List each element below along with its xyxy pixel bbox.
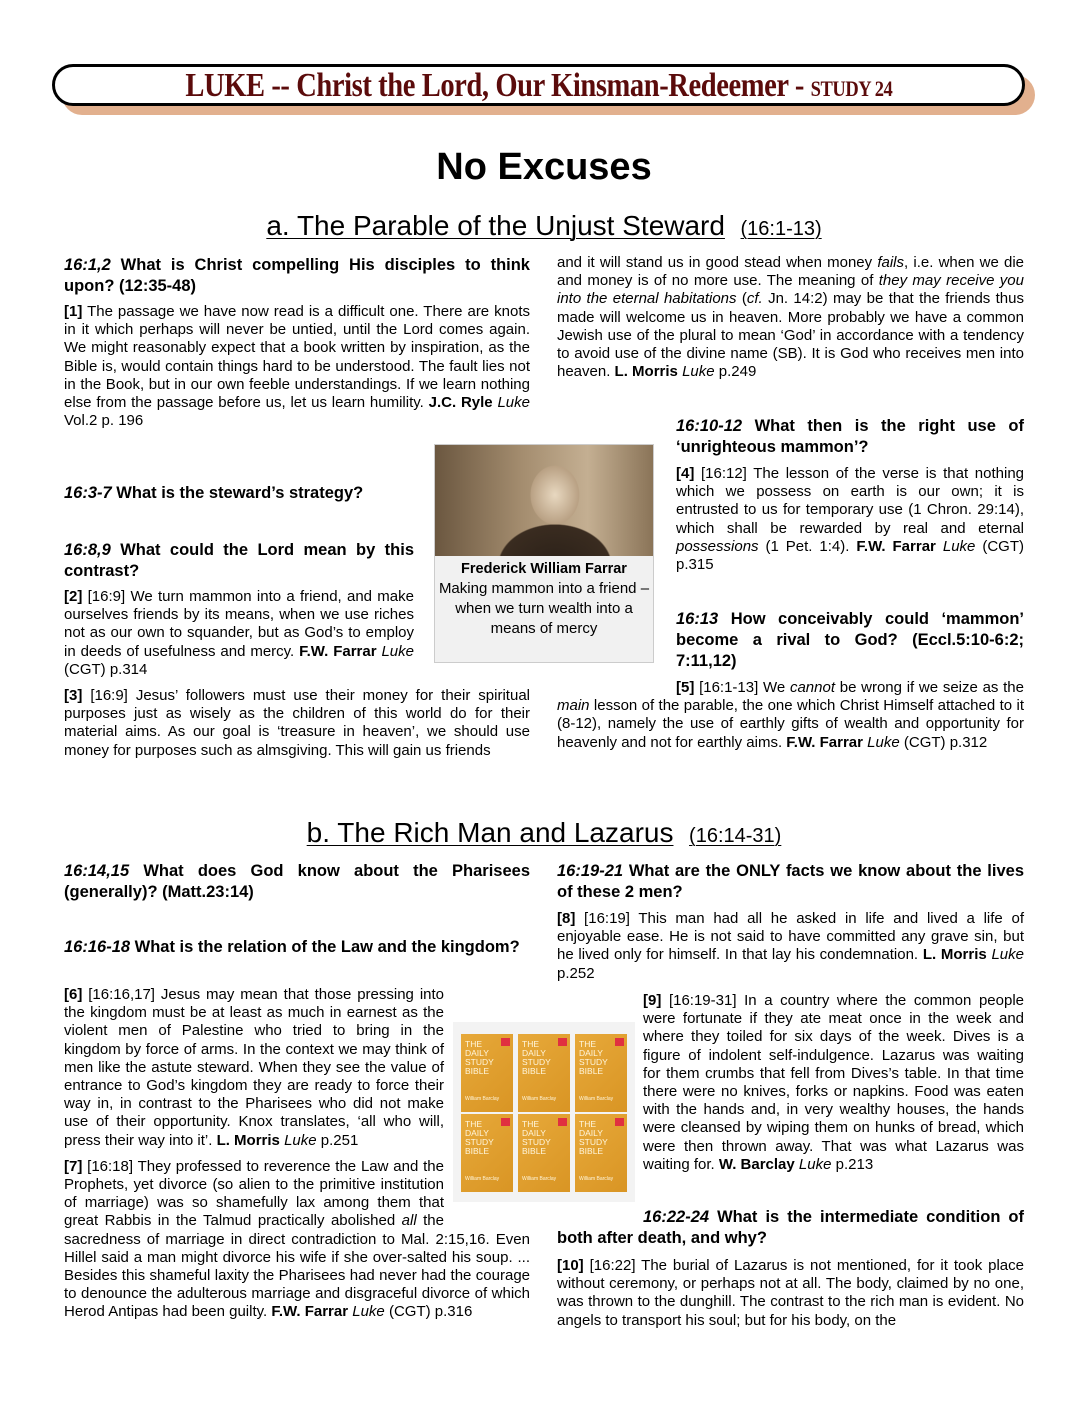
emphasis-text: cannot xyxy=(789,679,835,696)
body-text xyxy=(936,538,943,555)
section-b-title: b. The Rich Man and Lazarus xyxy=(306,817,674,848)
body-text: (CGT) p.315 xyxy=(676,537,1024,574)
caption-name: Frederick William Farrar xyxy=(461,561,627,577)
body-text: (CGT) p.312 xyxy=(899,733,988,751)
body-text: p.251 xyxy=(316,1131,359,1149)
body-text: (1 Pet. 1:4). xyxy=(758,537,857,555)
publisher-tag xyxy=(501,1038,510,1046)
emphasis-text: Luke xyxy=(381,642,414,660)
emphasis-text: all xyxy=(401,1212,417,1230)
citation-author: J.C. Ryle xyxy=(428,394,493,412)
body-text: ( xyxy=(736,290,747,308)
citation-author: F.W. Farrar xyxy=(299,642,377,660)
q-text: What could the Lord mean by this contrast? xyxy=(64,541,414,580)
book-title: THE DAILY STUDY BIBLE xyxy=(465,1119,494,1156)
emphasis-text: Luke xyxy=(942,537,976,555)
book-author: William Barclay xyxy=(579,1096,614,1102)
q-ref: 16:22-24 xyxy=(643,1208,710,1226)
publisher-tag xyxy=(501,1118,510,1126)
q-ref: 16:14,15 xyxy=(64,862,130,880)
section-a-ref: (16:1-13) xyxy=(740,218,822,240)
body-text: [16:18] They professed to reverence the Law and the Prophets, yet divorce (so alien to the primitive institution of marriage) was so shamefully lax among them that great Rabbis in the Talmud practically abolished xyxy=(64,1157,444,1230)
paragraph-9-container xyxy=(557,992,1024,1174)
farrar-portrait-image xyxy=(435,445,653,556)
body-text: [16:19] This man had all he asked in life and lived a life of enjoyable ease. He is not said to have committed any grave sin, but he lived only for himself. In that lay his condemnation. xyxy=(557,910,1024,964)
book-author: William Barclay xyxy=(465,1096,500,1102)
page-title: No Excuses xyxy=(436,146,652,188)
body-text: p.249 xyxy=(714,363,757,381)
body-text: p.213 xyxy=(831,1155,874,1173)
emphasis-text: Luke xyxy=(497,394,530,412)
emphasis-text: Luke xyxy=(352,1303,385,1321)
book-author: William Barclay xyxy=(465,1176,500,1182)
paragraph-5 xyxy=(557,679,1024,752)
body-text: Vol.2 p. 196 xyxy=(64,412,144,430)
emphasis-text: possessions xyxy=(676,537,759,555)
body-text: , i.e. when we die and money is of no more use. The meaning of xyxy=(557,254,1024,290)
book-title: THE DAILY STUDY BIBLE xyxy=(579,1039,608,1076)
photo-caption xyxy=(435,556,653,639)
citation-author: [10] xyxy=(557,1257,584,1274)
question-16-16-18 xyxy=(64,937,530,958)
body-text: The passage we have now read is a difficult one. There are knots in it which perhaps will never be untied, until the Lord comes again. We might reasonably expect that a book written by inspiration, as the Bible is, would contain things hard to be understood. The fault lies not in the Book, but in our own feeble understandings. If we learn nothing else from the passage before us, let us learn humility. xyxy=(64,303,530,412)
paragraph-1 xyxy=(64,303,530,430)
q-ref: 16:13 xyxy=(676,610,719,628)
caption-text: Making mammon into a friend – when we turn wealth into a means of mercy xyxy=(438,580,650,637)
question-16-14-15 xyxy=(64,861,530,903)
citation-author: [6] xyxy=(64,986,83,1003)
book-title: THE DAILY STUDY BIBLE xyxy=(522,1039,551,1076)
book-title: THE DAILY STUDY BIBLE xyxy=(579,1119,608,1156)
q-ref: 16:8,9 xyxy=(64,541,111,559)
book-cover xyxy=(461,1114,513,1192)
citation-author: W. Barclay xyxy=(718,1155,795,1173)
emphasis-text: cf. xyxy=(746,290,763,308)
question-16-10-12 xyxy=(676,416,1024,458)
book-author: William Barclay xyxy=(579,1176,614,1182)
q-text: What are the ONLY facts we know about the lives of these 2 men? xyxy=(557,862,1024,901)
q-text: What does God know about the Pharisees (generally)? (Matt.23:14) xyxy=(64,862,530,901)
book-author: William Barclay xyxy=(522,1176,557,1182)
emphasis-text: Luke xyxy=(798,1155,832,1173)
paragraph-3-continued xyxy=(557,254,1024,381)
q-text: What is the intermediate condition of both after death, and why? xyxy=(557,1208,1024,1247)
citation-author: L. Morris xyxy=(216,1131,280,1149)
paragraph-2 xyxy=(64,588,414,679)
emphasis-text: fails xyxy=(877,254,905,271)
body-text: [16:12] The lesson of the verse is that nothing which we possess on earth is our own; it is entrusted to us for temporary use (1 Chron. 29:14), which shall be rewarded by real and eternal xyxy=(676,465,1024,537)
body-text: [16:16,17] Jesus may mean that those pressing into the kingdom must be at least as much in earnest as the violent men of Palestine who tried to bring in the kingdom by force of arms. In the context we may think of men like the astute steward. When they see the value of entrance to God’s kingdom they are ready to force their way in, in contrast to the Pharisees who did not make use of their opportunity. Knox translates, ‘all who will, press their way into it’. xyxy=(64,986,444,1149)
emphasis-text: Luke xyxy=(682,363,715,381)
q-text: What is the steward’s strategy? xyxy=(111,484,364,502)
body-text: [16:22] The burial of Lazarus is not mentioned, for it took place without ceremony, or perhaps not at all. The body, claimed by no one, was thrown to the dunghill. The contrast to the rich man is evident. No angels to transport his soul; but for his body, on the xyxy=(557,1257,1024,1329)
body-text: [16:1-13] We xyxy=(694,679,790,696)
question-16-13 xyxy=(676,609,1024,672)
question-16-22-24 xyxy=(557,1207,1024,1249)
emphasis-text: Luke xyxy=(991,946,1024,964)
paragraph-3 xyxy=(64,687,530,760)
body-text: [16:9] Jesus’ followers must use their money for their spiritual purposes just as wisely as the children of this world do for their material aims. As our goal is ‘treasure in heaven’, we should use money for purposes such as almsgiving. This will gain us friends xyxy=(64,687,530,759)
citation-author: F.W. Farrar xyxy=(271,1303,349,1321)
citation-author: [3] xyxy=(64,687,83,704)
citation-author: [1] xyxy=(64,303,83,320)
paragraph-4 xyxy=(676,465,1024,574)
q-text: What then is the right use of ‘unrighteous mammon’? xyxy=(676,417,1024,456)
citation-author: [8] xyxy=(557,910,576,927)
q-text: How conceivably could ‘mammon’ become a rival to God? (Eccl.5:10-6:2; 7:11,12) xyxy=(676,610,1024,670)
q-ref: 16:3-7 xyxy=(64,484,112,502)
citation-author: [7] xyxy=(64,1157,83,1175)
citation-author: [5] xyxy=(676,679,695,696)
body-text: lesson of the parable, the one which Christ Himself attached to it (8-12), namely the use of earthly gifts of wealth and opportunity for heavenly and not for earthly aims. xyxy=(557,697,1024,751)
farrar-photo-figure xyxy=(434,444,654,663)
series-title-text: LUKE -- Christ the Lord, Our Kinsman-Redeemer - xyxy=(184,67,811,104)
q-ref: 16:19-21 xyxy=(557,862,624,880)
book-title: THE DAILY STUDY BIBLE xyxy=(522,1119,551,1156)
body-text: [16:19-31] In a country where the common people were fortunate if they ate meat once in the week and where they toiled for six days of the week. Dives is a figure of indolent self-indulgence. Lazarus was waiting for them crumbs that fell from Dives’s table. In that time there were no knives, forks or napkins. Food was eaten with the hands and, in very wealthy houses, the hands were cleansed by wiping them on hunks of bread, which were then thrown away. That was what Lazarus was waiting for. xyxy=(643,992,1024,1173)
body-text: be wrong if we seize as the xyxy=(835,679,1024,696)
book-title: THE DAILY STUDY BIBLE xyxy=(465,1039,494,1076)
citation-author: L. Morris xyxy=(922,946,987,964)
question-16-1-2 xyxy=(64,255,530,297)
citation-author: [2] xyxy=(64,588,83,605)
body-text: Jn. 14:2) may be that the friends thus made will welcome us in heaven. More probably we have a common Jewish use of the plural to mean ‘God’ in accordance with a tendency to avoid use of the divine name (SB). It is God who receives men into heaven. xyxy=(557,290,1024,381)
body-text: and it will stand us in good stead when money xyxy=(557,254,878,271)
body-text: [16:9] We turn mammon into a friend, and make ourselves friends by its means, when we use riches not as our own to squander, but as God’s to employ in deeds of usefulness and mercy. xyxy=(64,588,414,660)
paragraph-10 xyxy=(557,1257,1024,1330)
section-a-heading xyxy=(0,210,1088,242)
citation-author: F.W. Farrar xyxy=(856,537,936,555)
body-text: p.252 xyxy=(557,964,595,982)
question-16-3-7 xyxy=(64,483,424,504)
wrap-spacer xyxy=(557,1010,643,1174)
question-16-8-9 xyxy=(64,540,414,582)
study-number: STUDY 24 xyxy=(810,76,893,101)
q-text: What is Christ compelling His disciples to think upon? (12:35-48) xyxy=(64,256,530,295)
citation-author: F.W. Farrar xyxy=(786,733,863,751)
body-text: (CGT) p.314 xyxy=(64,660,148,678)
emphasis-text: Luke xyxy=(867,733,900,751)
body-text: (CGT) p.316 xyxy=(384,1303,473,1321)
citation-author: [9] xyxy=(643,992,662,1009)
series-banner xyxy=(52,64,1025,106)
q-ref: 16:16-18 xyxy=(64,938,131,956)
section-b-heading xyxy=(0,817,1088,849)
series-title xyxy=(185,67,892,108)
q-ref: 16:10-12 xyxy=(676,417,743,435)
q-text: What is the relation of the Law and the kingdom? xyxy=(130,938,520,956)
question-16-19-21 xyxy=(557,861,1024,903)
body-text: the sacredness of marriage in direct contradiction to Mal. 2:15,16. Even Hillel said a man might divorce his wife if she over-salted his soup. ... Besides this shameful laxity the Pharisees had never had the courage to denounce the adulterous marriage and disgraceful divorce of which Herod Antipas had been guilty. xyxy=(64,1212,530,1321)
book-author: William Barclay xyxy=(522,1096,557,1102)
emphasis-text: Luke xyxy=(284,1131,317,1149)
q-ref: 16:1,2 xyxy=(64,256,111,274)
emphasis-text: main xyxy=(557,697,590,715)
citation-author: L. Morris xyxy=(614,363,678,381)
section-b-ref: (16:14-31) xyxy=(689,825,782,847)
citation-author: [4] xyxy=(676,465,695,482)
book-cover xyxy=(461,1034,513,1112)
paragraph-8 xyxy=(557,910,1024,983)
section-a-title: a. The Parable of the Unjust Steward xyxy=(266,210,725,241)
emphasis-text: they may receive you into the eternal habitations xyxy=(557,272,1024,308)
